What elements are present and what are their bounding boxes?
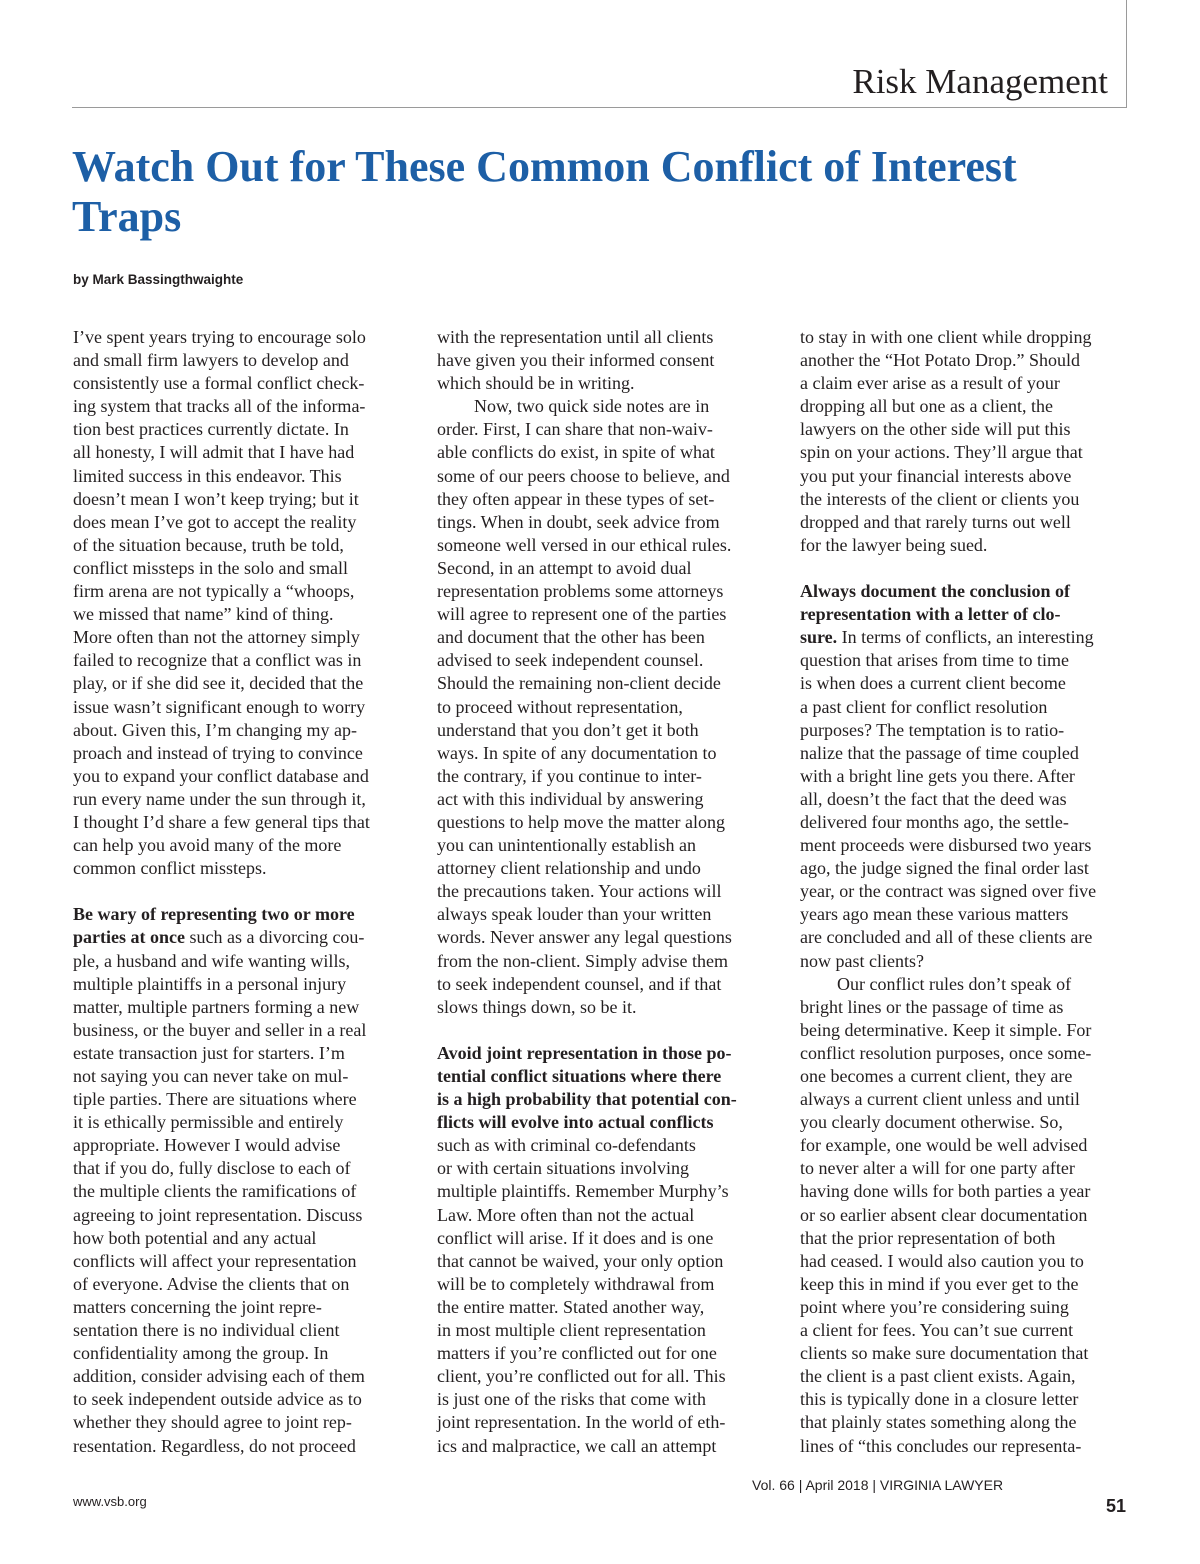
- text-line: business, or the buyer and seller in a real: [73, 1019, 367, 1040]
- text-line: [437, 1065, 769, 1088]
- bold-lead-in: is a high probability that potential con-: [437, 1089, 737, 1110]
- text-line: does mean I’ve got to accept the reality: [73, 511, 357, 532]
- body-column-3: [800, 326, 1132, 1458]
- text-line: common conflict missteps.: [73, 858, 267, 879]
- text-line: multiple plaintiffs in a personal injury: [73, 973, 347, 994]
- text-line: with the representation until all clients: [437, 327, 714, 347]
- text-line: is just one of the risks that come with: [437, 1389, 706, 1410]
- text-line: addition, consider advising each of them: [73, 1366, 365, 1387]
- text-line: all, doesn’t the fact that the deed was: [800, 788, 1067, 809]
- text-line: we missed that name” kind of thing.: [73, 604, 334, 625]
- text-line: understand that you don’t get it both: [437, 719, 699, 740]
- text-line: order. First, I can share that non-waiv-: [437, 419, 713, 440]
- text-line: matters if you’re conflicted out for one: [437, 1343, 717, 1364]
- text-line: of the situation because, truth be told,: [73, 534, 344, 555]
- text-line: client, you’re conflicted out for all. This: [437, 1366, 726, 1387]
- text-line: in most multiple client representation: [437, 1320, 706, 1341]
- text-line: limited success in this endeavor. This: [73, 465, 342, 486]
- text-line: parties at once such as a divorcing cou-: [73, 927, 365, 948]
- text-line: [800, 580, 1132, 603]
- text-line: to seek independent outside advice as to: [73, 1389, 362, 1410]
- bold-lead-in: Always document the conclusion of: [800, 581, 1071, 602]
- text-line: play, or if she did see it, decided that the: [73, 673, 364, 694]
- text-line: Our conflict rules don’t speak of: [837, 973, 1072, 994]
- text-line: issue wasn’t significant enough to worry: [73, 696, 366, 717]
- text-line: that plainly states something along the: [800, 1412, 1077, 1433]
- text-line: or with certain situations involving: [437, 1158, 689, 1179]
- text-line: firm arena are not typically a “whoops,: [73, 581, 355, 602]
- text-line: this is typically done in a closure letter: [800, 1389, 1079, 1410]
- text-line: always a current client unless and until: [800, 1089, 1080, 1110]
- text-line: resentation. Regardless, do not proceed: [73, 1435, 356, 1456]
- text-line: ple, a husband and wife wanting wills,: [73, 950, 350, 971]
- text-line: [437, 1042, 769, 1065]
- text-line: and document that the other has been: [437, 627, 705, 648]
- text-line: to never alter a will for one party after: [800, 1158, 1075, 1179]
- text-line: you to expand your conflict database and: [73, 765, 369, 786]
- text-line: sure. In terms of conflicts, an interesting: [800, 627, 1094, 648]
- text-line: of everyone. Advise the clients that on: [73, 1273, 350, 1294]
- text-line: tings. When in doubt, seek advice from: [437, 511, 720, 532]
- text-line: one becomes a current client, they are: [800, 1066, 1073, 1086]
- text-line: being determinative. Keep it simple. For: [800, 1019, 1092, 1040]
- text-line: it is ethically permissible and entirely: [73, 1112, 344, 1133]
- text-line: all honesty, I will admit that I have had: [73, 442, 355, 463]
- text-line: tiple parties. There are situations where: [73, 1089, 357, 1110]
- text-line: doesn’t mean I won’t keep trying; but it: [73, 488, 359, 509]
- text-line: the interests of the client or clients you: [800, 488, 1080, 509]
- text-line: failed to recognize that a conflict was in: [73, 650, 362, 671]
- text-line: which should be in writing.: [437, 373, 635, 394]
- text-line: they often appear in these types of set-: [437, 488, 715, 509]
- article-title: Watch Out for These Common Conflict of Interest Traps: [72, 142, 1017, 241]
- text-line: for the lawyer being sued.: [800, 534, 988, 555]
- bold-lead-in: Avoid joint representation in those po-: [437, 1042, 732, 1063]
- text-line: [800, 603, 1132, 626]
- text-line: a claim ever arise as a result of your: [800, 373, 1060, 394]
- text-line: multiple plaintiffs. Remember Murphy’s: [437, 1181, 729, 1202]
- text-line: question that arises from time to time: [800, 650, 1069, 671]
- body-column-1: [73, 326, 405, 1458]
- text-line: appropriate. However I would advise: [73, 1135, 341, 1156]
- text-line: matter, multiple partners forming a new: [73, 996, 360, 1017]
- text-line: conflict missteps in the solo and small: [73, 557, 348, 578]
- text-line: bright lines or the passage of time as: [800, 996, 1064, 1017]
- text-line: spin on your actions. They’ll argue that: [800, 442, 1083, 463]
- text-line: Law. More often than not the actual: [437, 1204, 695, 1225]
- text-line: whether they should agree to joint rep-: [73, 1412, 352, 1433]
- text-line: years ago mean these various matters: [800, 904, 1069, 925]
- text-line: will be to completely withdrawal from: [437, 1273, 715, 1294]
- text-line: have given you their informed consent: [437, 350, 715, 371]
- text-line: to stay in with one client while dropping: [800, 327, 1092, 347]
- text-line: the client is a past client exists. Again,: [800, 1366, 1076, 1387]
- text-line: and small firm lawyers to develop and: [73, 350, 349, 371]
- text-line: [437, 1088, 769, 1111]
- text-line: year, or the contract was signed over five: [800, 881, 1097, 902]
- text-line: you put your financial interests above: [800, 465, 1072, 486]
- text-line: questions to help move the matter along: [437, 811, 725, 832]
- text-line: joint representation. In the world of eth-: [437, 1412, 726, 1433]
- text-line: to seek independent counsel, and if that: [437, 973, 722, 994]
- text-line: conflicts will affect your representation: [73, 1250, 357, 1271]
- paragraph-gap: [800, 557, 1132, 580]
- text-line: representation problems some attorneys: [437, 581, 724, 602]
- text-line: estate transaction just for starters. I’m: [73, 1042, 345, 1063]
- text-line: that the prior representation of both: [800, 1227, 1056, 1248]
- text-line: ics and malpractice, we call an attempt: [437, 1435, 717, 1456]
- bold-lead-in: flicts will evolve into actual conflicts: [437, 1112, 714, 1133]
- text-line: purposes? The temptation is to ratio-: [800, 719, 1065, 740]
- text-line: Second, in an attempt to avoid dual: [437, 557, 692, 578]
- text-line: confidentiality among the group. In: [73, 1343, 329, 1364]
- text-line: to proceed without representation,: [437, 696, 683, 717]
- text-line: not saying you can never take on mul-: [73, 1066, 349, 1086]
- page-number: 51: [1105, 1496, 1126, 1516]
- text-line: is when does a current client become: [800, 673, 1066, 694]
- text-line: such as with criminal co-defendants: [437, 1135, 696, 1156]
- text-line: dropping all but one as a client, the: [800, 396, 1053, 417]
- text-line: someone well versed in our ethical rules.: [437, 534, 732, 555]
- text-line: you clearly document otherwise. So,: [800, 1112, 1063, 1133]
- text-line: consistently use a formal conflict check-: [73, 373, 365, 394]
- text-line: or so earlier absent clear documentation: [800, 1204, 1088, 1225]
- text-line: point where you’re considering suing: [800, 1296, 1069, 1317]
- text-line: a client for fees. You can’t sue current: [800, 1320, 1074, 1341]
- text-line: lines of “this concludes our representa-: [800, 1435, 1082, 1456]
- header-horizontal-rule: [72, 107, 1127, 108]
- text-line: proach and instead of trying to convince: [73, 742, 363, 763]
- bold-lead-in: representation with a letter of clo-: [800, 604, 1061, 625]
- text-line: had ceased. I would also caution you to: [800, 1250, 1084, 1271]
- text-line: from the non-client. Simply advise them: [437, 950, 728, 971]
- text-line: run every name under the sun through it,: [73, 788, 366, 809]
- header-vertical-rule: [1126, 0, 1127, 108]
- text-line: that if you do, fully disclose to each of: [73, 1158, 351, 1179]
- text-line: slows things down, so be it.: [437, 996, 637, 1017]
- text-line: Should the remaining non-client decide: [437, 673, 721, 694]
- text-line: how both potential and any actual: [73, 1227, 317, 1248]
- text-line: attorney client relationship and undo: [437, 858, 701, 879]
- paragraph-gap: [73, 880, 405, 903]
- text-line: ways. In spite of any documentation to: [437, 742, 717, 763]
- text-line: dropped and that rarely turns out well: [800, 511, 1071, 532]
- text-line: [437, 1111, 769, 1134]
- text-line: [73, 903, 405, 926]
- website-link[interactable]: www.vsb.org: [73, 1494, 147, 1509]
- body-column-2: [437, 326, 769, 1458]
- text-line: a past client for conflict resolution: [800, 696, 1048, 717]
- text-line: matters concerning the joint repre-: [73, 1296, 322, 1317]
- bold-lead-in: sure.: [800, 627, 838, 648]
- article-byline: by Mark Bassingthwaighte: [73, 272, 244, 287]
- text-line: able conflicts do exist, in spite of what: [437, 442, 715, 463]
- bold-lead-in: tential conflict situations where there: [437, 1066, 722, 1086]
- paragraph-gap: [437, 1019, 769, 1042]
- text-line: about. Given this, I’m changing my ap-: [73, 719, 357, 740]
- text-line: another the “Hot Potato Drop.” Should: [800, 350, 1080, 371]
- text-line: some of our peers choose to believe, and: [437, 465, 730, 486]
- text-line: that cannot be waived, your only option: [437, 1250, 724, 1271]
- text-line: Now, two quick side notes are in: [474, 396, 710, 417]
- section-label: Risk Management: [852, 62, 1108, 101]
- text-line: act with this individual by answering: [437, 788, 704, 809]
- text-line: I thought I’d share a few general tips that: [73, 811, 370, 832]
- text-line: words. Never answer any legal questions: [437, 927, 732, 948]
- text-line: agreeing to joint representation. Discuss: [73, 1204, 363, 1225]
- text-line: ment proceeds were disbursed two years: [800, 835, 1092, 856]
- text-line: with a bright line gets you there. After: [800, 765, 1075, 786]
- bold-lead-in: Be wary of representing two or more: [73, 904, 355, 925]
- issue-info: Vol. 66 | April 2018 | VIRGINIA LAWYER: [752, 1477, 1004, 1493]
- text-line: advised to seek independent counsel.: [437, 650, 704, 671]
- text-line: More often than not the attorney simply: [73, 627, 360, 648]
- text-line: ing system that tracks all of the informa-: [73, 396, 366, 417]
- text-line: now past clients?: [800, 950, 924, 971]
- text-line: the multiple clients the ramifications of: [73, 1181, 357, 1202]
- text-line: delivered four months ago, the settle-: [800, 811, 1069, 832]
- text-line: will agree to represent one of the parties: [437, 604, 727, 625]
- text-line: for example, one would be well advised: [800, 1135, 1088, 1156]
- text-line: keep this in mind if you ever get to the: [800, 1273, 1079, 1294]
- text-line: can help you avoid many of the more: [73, 835, 342, 856]
- text-line: having done wills for both parties a year: [800, 1181, 1091, 1202]
- text-line: I’ve spent years trying to encourage solo: [73, 327, 366, 347]
- text-line: the precautions taken. Your actions will: [437, 881, 722, 902]
- text-line: are concluded and all of these clients are: [800, 927, 1093, 948]
- text-line: conflict resolution purposes, once some-: [800, 1042, 1092, 1063]
- text-line: conflict will arise. If it does and is one: [437, 1227, 714, 1248]
- text-line: nalize that the passage of time coupled: [800, 742, 1079, 763]
- text-line: the entire matter. Stated another way,: [437, 1296, 705, 1317]
- text-line: ago, the judge signed the final order last: [800, 858, 1089, 879]
- text-line: sentation there is no individual client: [73, 1320, 340, 1341]
- bold-lead-in: parties at once: [73, 927, 185, 948]
- text-line: you can unintentionally establish an: [437, 835, 696, 856]
- text-line: always speak louder than your written: [437, 904, 712, 925]
- text-line: the contrary, if you continue to inter-: [437, 765, 702, 786]
- text-line: tion best practices currently dictate. In: [73, 419, 349, 440]
- text-line: lawyers on the other side will put this: [800, 419, 1071, 440]
- text-line: clients so make sure documentation that: [800, 1343, 1089, 1364]
